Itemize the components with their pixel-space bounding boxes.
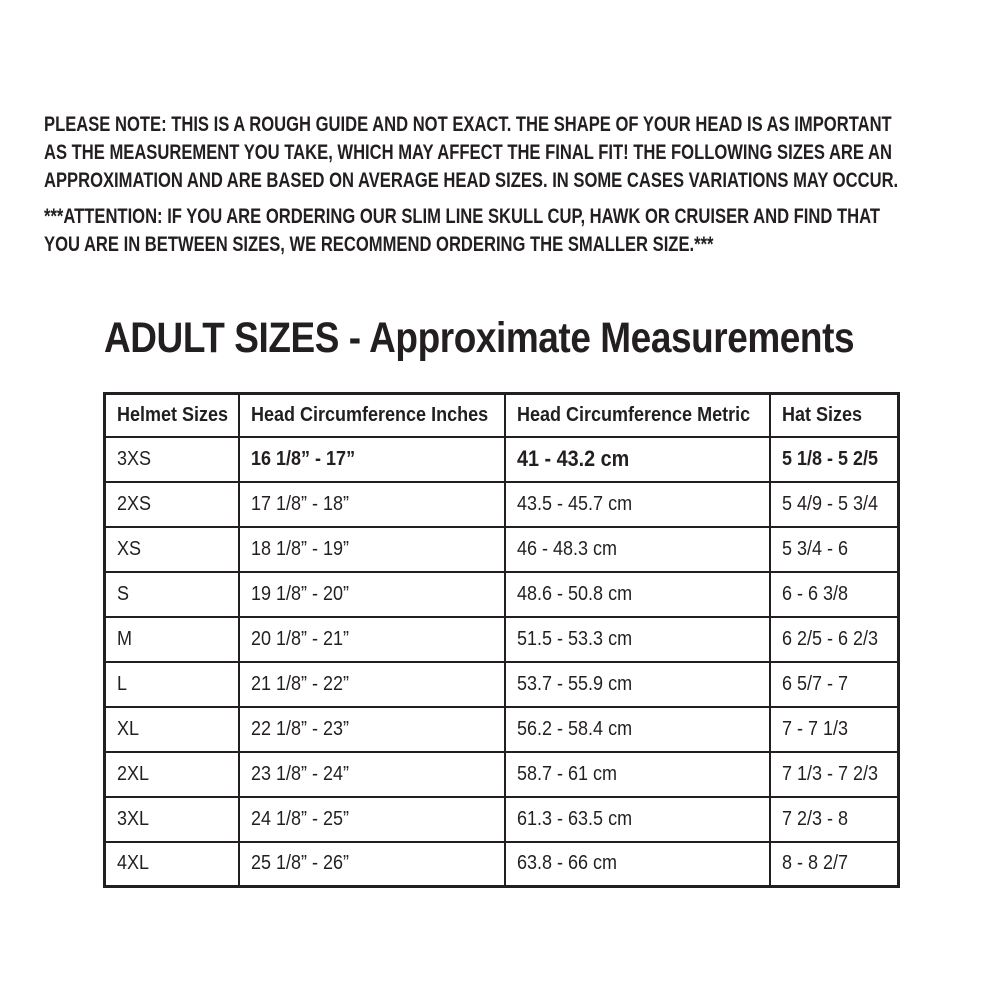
cell-hat-size (770, 437, 899, 482)
table-row (105, 707, 899, 752)
page-title: ADULT SIZES - Approximate Measurements (104, 314, 855, 362)
cell-value: 20 1/8” - 21” (250, 627, 349, 650)
notice-line: APPROXIMATION AND ARE BASED ON AVERAGE HEAD SIZES. IN SOME CASES VARIATIONS MAY OCCUR. (44, 169, 899, 192)
cell-value: 2XL (117, 762, 150, 785)
cell-value: 41 - 43.2 cm (516, 446, 629, 471)
cell-value: 5 4/9 - 5 3/4 (781, 492, 878, 515)
cell-helmet-size (105, 752, 239, 797)
cell-helmet-size (105, 842, 239, 887)
cell-metric (505, 707, 770, 752)
table-row (105, 572, 899, 617)
table-body (105, 437, 899, 887)
cell-metric (505, 437, 770, 482)
notice-line: AS THE MEASUREMENT YOU TAKE, WHICH MAY AFFECT THE FINAL FIT! THE FOLLOWING SIZES ARE AN (44, 141, 892, 164)
cell-value: 17 1/8” - 18” (250, 492, 349, 515)
please-note-paragraph (44, 111, 898, 195)
cell-value: M (117, 627, 133, 650)
cell-helmet-size (105, 572, 239, 617)
notice-line: PLEASE NOTE: THIS IS A ROUGH GUIDE AND NOT EXACT. THE SHAPE OF YOUR HEAD IS AS IMPORTANT (44, 113, 892, 136)
attention-paragraph (44, 203, 880, 259)
cell-value: 6 2/5 - 6 2/3 (781, 627, 878, 650)
column-header-label: Hat Sizes (781, 403, 862, 426)
cell-value: 2XS (117, 492, 152, 515)
column-header-inches (239, 394, 505, 437)
column-header-helmet-sizes (105, 394, 239, 437)
adult-sizes-table (103, 392, 900, 888)
cell-value: 7 2/3 - 8 (781, 807, 848, 830)
cell-inches (239, 707, 505, 752)
cell-value: 5 3/4 - 6 (781, 537, 848, 560)
cell-inches (239, 797, 505, 842)
cell-metric (505, 527, 770, 572)
cell-value: XL (117, 717, 140, 740)
cell-helmet-size (105, 662, 239, 707)
cell-helmet-size (105, 797, 239, 842)
column-header-label: Head Circumference Inches (250, 403, 488, 426)
cell-helmet-size (105, 707, 239, 752)
cell-hat-size (770, 842, 899, 887)
cell-value: 5 1/8 - 5 2/5 (781, 447, 878, 470)
cell-value: 22 1/8” - 23” (250, 717, 349, 740)
cell-value: 21 1/8” - 22” (250, 672, 349, 695)
cell-helmet-size (105, 482, 239, 527)
attention-line: ***ATTENTION: IF YOU ARE ORDERING OUR SLIM LINE SKULL CUP, HAWK OR CRUISER AND FIND THAT (44, 205, 880, 228)
column-header-hat-sizes (770, 394, 899, 437)
cell-value: 7 1/3 - 7 2/3 (781, 762, 878, 785)
cell-metric (505, 752, 770, 797)
cell-value: 56.2 - 58.4 cm (516, 717, 632, 740)
cell-value: 4XL (117, 852, 150, 875)
cell-value: XS (117, 537, 142, 560)
cell-inches (239, 572, 505, 617)
table-row (105, 797, 899, 842)
cell-value: 6 - 6 3/8 (781, 582, 848, 605)
cell-value: 8 - 8 2/7 (781, 852, 848, 875)
cell-helmet-size (105, 617, 239, 662)
cell-value: 19 1/8” - 20” (250, 582, 349, 605)
cell-hat-size (770, 617, 899, 662)
cell-value: S (117, 582, 130, 605)
cell-inches (239, 482, 505, 527)
cell-hat-size (770, 572, 899, 617)
table-row (105, 437, 899, 482)
cell-value: 63.8 - 66 cm (516, 852, 617, 875)
cell-metric (505, 482, 770, 527)
cell-hat-size (770, 662, 899, 707)
cell-hat-size (770, 482, 899, 527)
cell-inches (239, 527, 505, 572)
table-row (105, 752, 899, 797)
table-header-row (105, 394, 899, 437)
cell-metric (505, 617, 770, 662)
cell-value: 6 5/7 - 7 (781, 672, 848, 695)
column-header-metric (505, 394, 770, 437)
cell-value: 3XS (117, 447, 152, 470)
cell-inches (239, 617, 505, 662)
table-row (105, 617, 899, 662)
cell-value: 18 1/8” - 19” (250, 537, 349, 560)
attention-line: YOU ARE IN BETWEEN SIZES, WE RECOMMEND ORDERING THE SMALLER SIZE.*** (44, 233, 714, 256)
cell-metric (505, 662, 770, 707)
cell-value: 24 1/8” - 25” (250, 807, 349, 830)
table-row (105, 842, 899, 887)
cell-hat-size (770, 527, 899, 572)
column-header-label: Helmet Sizes (117, 403, 229, 426)
cell-value: 25 1/8” - 26” (250, 852, 349, 875)
cell-metric (505, 797, 770, 842)
cell-value: 7 - 7 1/3 (781, 717, 848, 740)
table-row (105, 482, 899, 527)
cell-value: 53.7 - 55.9 cm (516, 672, 632, 695)
cell-value: L (117, 672, 128, 695)
cell-value: 16 1/8” - 17” (250, 447, 355, 470)
cell-value: 61.3 - 63.5 cm (516, 807, 632, 830)
cell-metric (505, 842, 770, 887)
table-row (105, 527, 899, 572)
cell-value: 48.6 - 50.8 cm (516, 582, 632, 605)
cell-helmet-size (105, 437, 239, 482)
cell-inches (239, 752, 505, 797)
cell-value: 58.7 - 61 cm (516, 762, 617, 785)
cell-metric (505, 572, 770, 617)
table-row (105, 662, 899, 707)
cell-value: 43.5 - 45.7 cm (516, 492, 632, 515)
column-header-label: Head Circumference Metric (516, 403, 750, 426)
cell-value: 23 1/8” - 24” (250, 762, 349, 785)
cell-hat-size (770, 752, 899, 797)
cell-hat-size (770, 797, 899, 842)
cell-value: 46 - 48.3 cm (516, 537, 617, 560)
cell-inches (239, 437, 505, 482)
cell-value: 51.5 - 53.3 cm (516, 627, 632, 650)
cell-inches (239, 842, 505, 887)
cell-helmet-size (105, 527, 239, 572)
cell-inches (239, 662, 505, 707)
cell-value: 3XL (117, 807, 150, 830)
cell-hat-size (770, 707, 899, 752)
